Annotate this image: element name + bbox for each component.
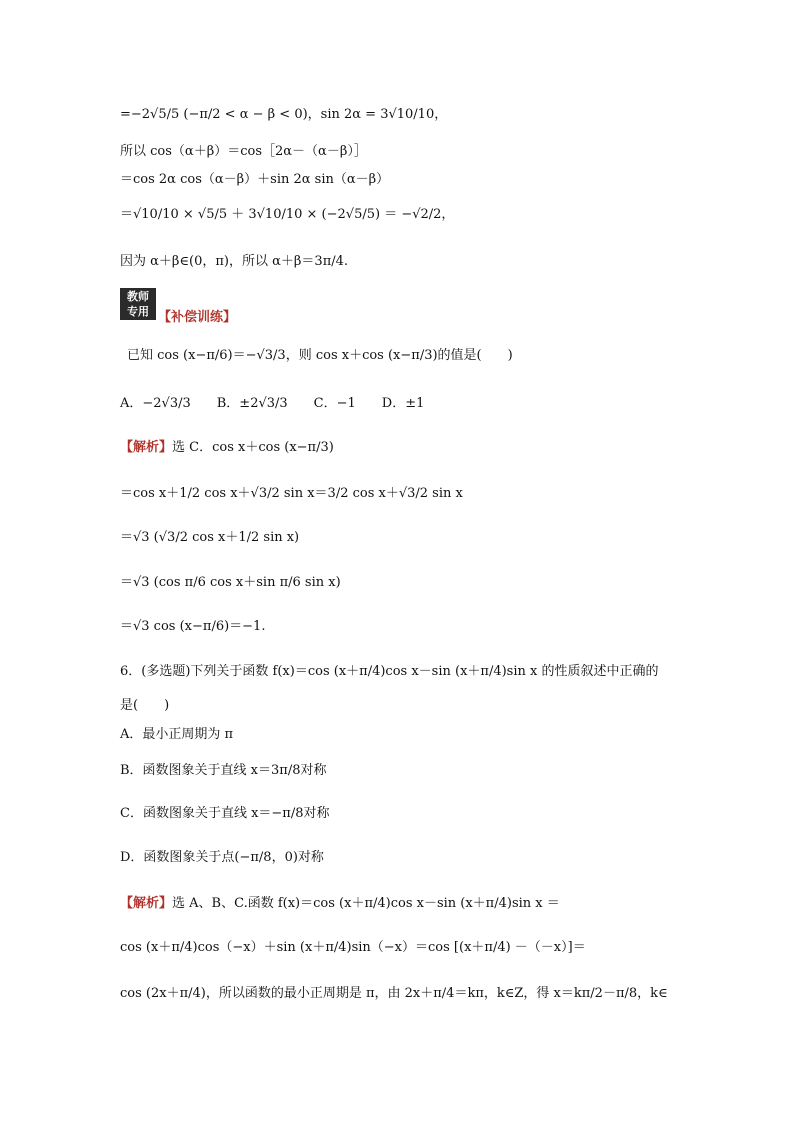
analysis-text: 选 A、B、C.函数 f(x)＝cos (x＋π/4)cos x－sin (x＋π/4)sin x ＝	[172, 896, 560, 911]
option-c: C．函数图象关于直线 x＝−π/8对称	[120, 806, 330, 821]
question-stem: 是( )	[120, 698, 170, 713]
option-b: B．函数图象关于直线 x＝3π/8对称	[120, 763, 327, 778]
option-a: A．最小正周期为 π	[120, 727, 234, 742]
analysis-label: 【解析】	[120, 896, 173, 911]
solution-line: ＝cos x＋1/2 cos x＋√3/2 sin x＝3/2 cos x＋√3/2 sin x	[120, 486, 463, 501]
option-d: D．函数图象关于点(−π/8，0)对称	[120, 850, 324, 865]
badge-line: 教师	[127, 290, 149, 303]
solution-line: ＝√3 (√3/2 cos x＋1/2 sin x)	[120, 530, 300, 545]
solution-line: ＝cos 2α cos（α－β）＋sin 2α sin（α－β）	[120, 172, 390, 187]
solution-line: cos (x＋π/4)cos（−x）＋sin (x＋π/4)sin（−x）＝cos [(x＋π/4) －（－x）]＝	[120, 940, 586, 955]
question-stem: 6．(多选题)下列关于函数 f(x)＝cos (x＋π/4)cos x－sin (x＋π/4)sin x 的性质叙述中正确的	[120, 664, 659, 679]
solution-line: 所以 cos（α＋β）＝cos［2α－（α－β）］	[120, 144, 367, 159]
analysis-text: 选 C．cos x＋cos (x−π/3)	[172, 440, 334, 455]
question-options: A．−2√3/3 B．±2√3/3 C．−1 D．±1	[120, 396, 425, 411]
solution-line: ＝√10/10 × √5/5 ＋ 3√10/10 × (−2√5/5) ＝ −√2/2，	[120, 207, 455, 222]
solution-line: =−2√5/5 (−π/2 < α − β < 0)，sin 2α = 3√10/10，	[120, 107, 448, 122]
supplement-label: 【补偿训练】	[158, 310, 237, 325]
teacher-only-badge	[120, 288, 156, 320]
solution-line: cos (2x＋π/4)，所以函数的最小正周期是 π，由 2x＋π/4＝kπ，k∈Z，得 x＝kπ/2－π/8，k∈	[120, 986, 668, 1001]
solution-line: ＝√3 (cos π/6 cos x＋sin π/6 sin x)	[120, 575, 341, 590]
analysis-label: 【解析】	[120, 440, 173, 455]
solution-line: ＝√3 cos (x−π/6)＝−1.	[120, 619, 266, 634]
analysis-line	[120, 438, 334, 458]
question-stem: 已知 cos (x−π/6)＝−√3/3，则 cos x＋cos (x−π/3)的值是( )	[127, 348, 513, 363]
analysis-line	[120, 894, 560, 914]
badge-line: 专用	[127, 305, 149, 318]
solution-line: 因为 α＋β∈(0，π)，所以 α＋β＝3π/4.	[120, 254, 349, 269]
